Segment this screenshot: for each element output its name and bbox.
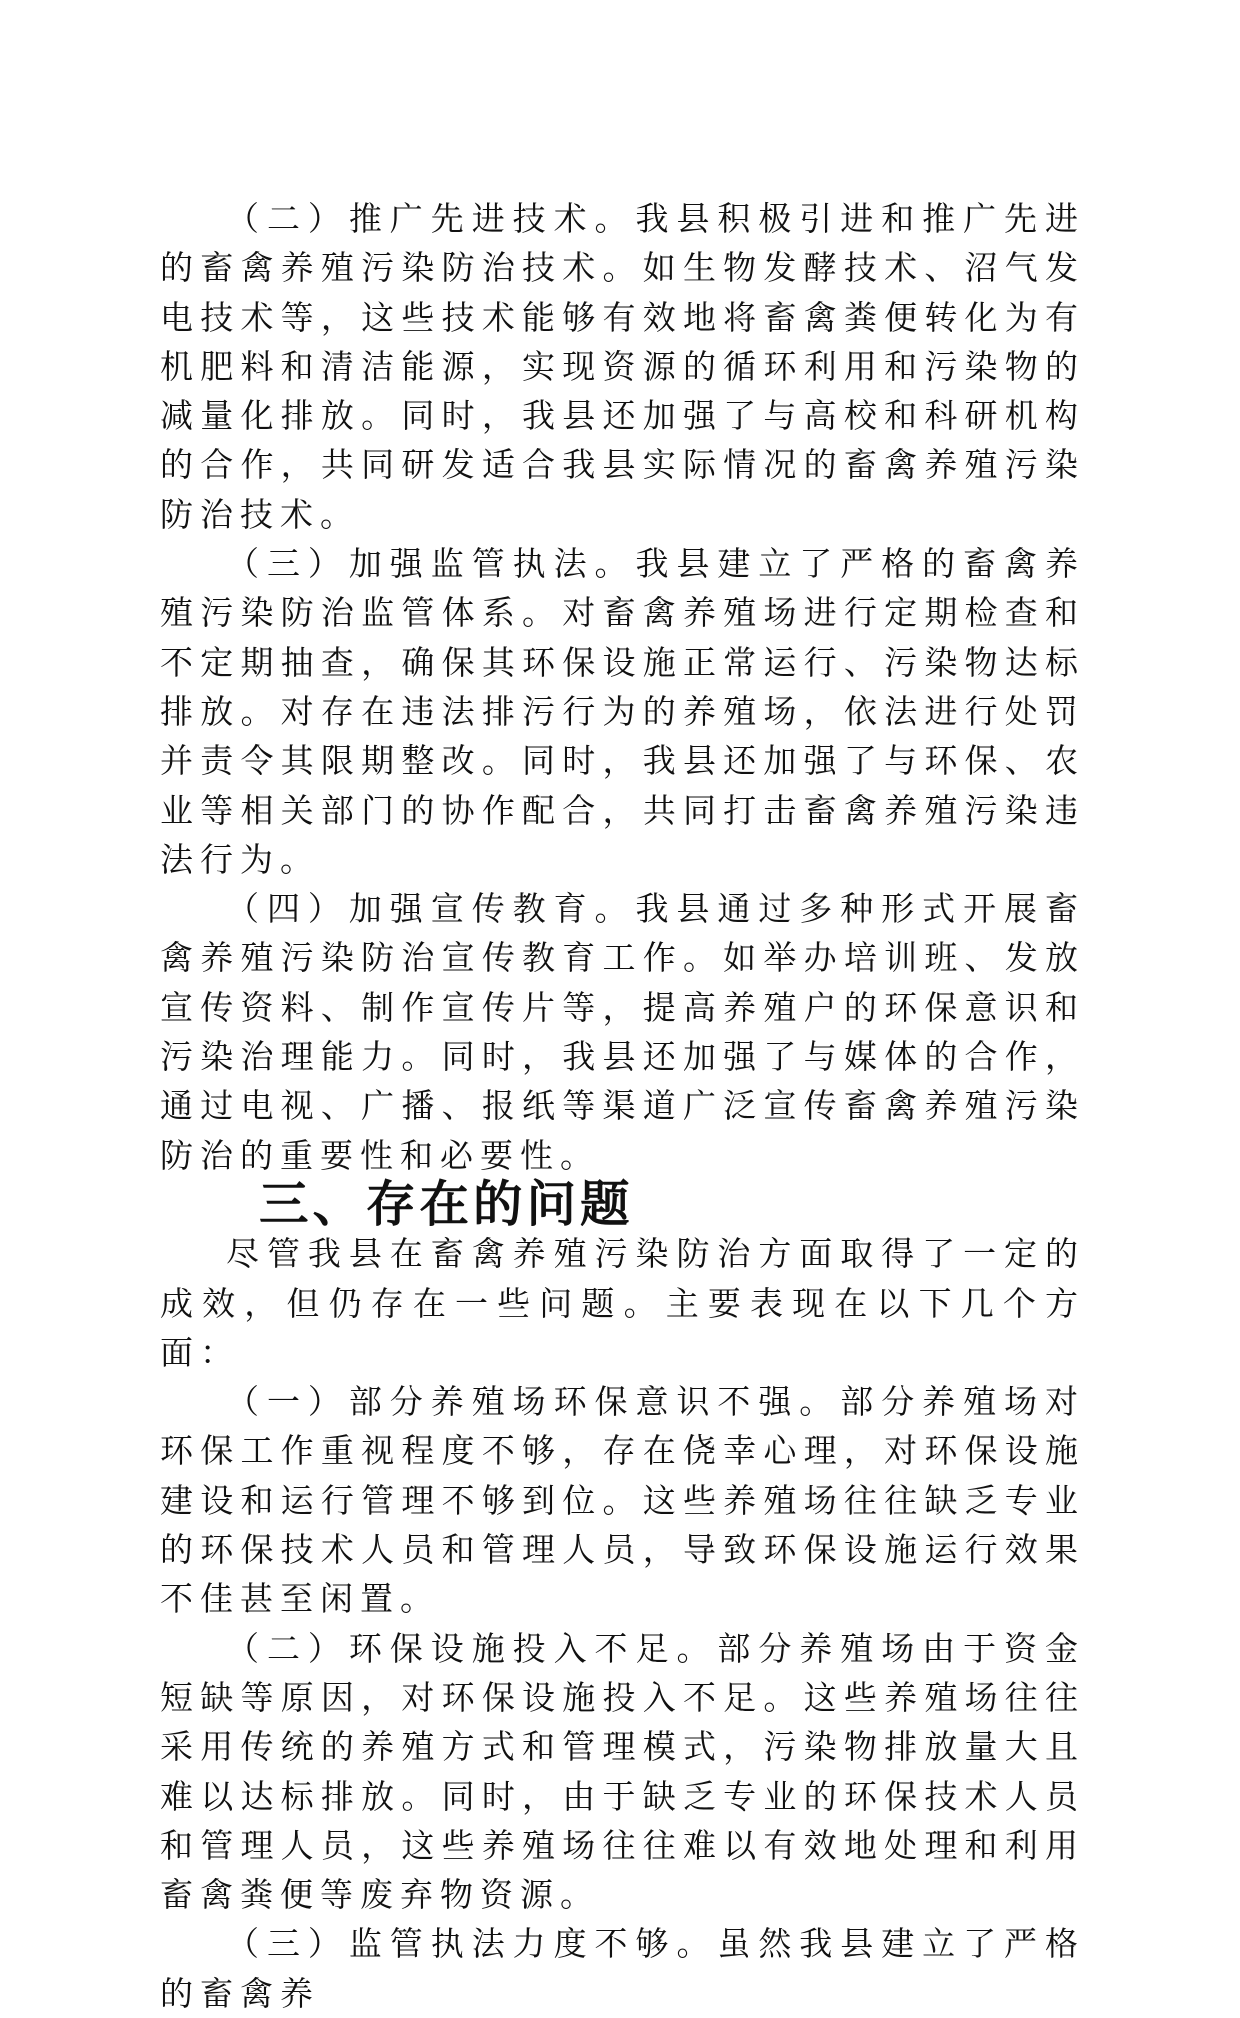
paragraph-promote-technology: （二）推广先进技术。我县积极引进和推广先进的畜禽养殖污染防治技术。如生物发酵技术、沼气发电技术等，这些技术能够有效地将畜禽粪便转化为有机肥料和清洁能源，实现资源的循环利用和污染物的减量化排放。同时，我县还加强了与高校和科研机构的合作，共同研发适合我县实际情况的畜禽养殖污染防治技术。 bbox=[160, 199, 1085, 534]
section-heading-problems: 三、存在的问题 bbox=[259, 1174, 634, 1233]
paragraph-supervision-enforcement: （三）加强监管执法。我县建立了严格的畜禽养殖污染防治监管体系。对畜禽养殖场进行定期检查和不定期抽查，确保其环保设施正常运行、污染物达标排放。对存在违法排污行为的养殖场，依法进行处罚并责令其限期整改。同时，我县还加强了与环保、农业等相关部门的协作配合，共同打击畜禽养殖污染违法行为。 bbox=[160, 544, 1085, 879]
paragraph-weak-enforcement: （三）监管执法力度不够。虽然我县建立了严格的畜禽养 bbox=[160, 1924, 1085, 2013]
paragraph-insufficient-investment: （二）环保设施投入不足。部分养殖场由于资金短缺等原因，对环保设施投入不足。这些养殖场往往采用传统的养殖方式和管理模式，污染物排放量大且难以达标排放。同时，由于缺乏专业的环保技术人员和管理人员，这些养殖场往往难以有效地处理和利用畜禽粪便等废弃物资源。 bbox=[160, 1628, 1085, 1915]
paragraph-publicity-education: （四）加强宣传教育。我县通过多种形式开展畜禽养殖污染防治宣传教育工作。如举办培训班、发放宣传资料、制作宣传片等，提高养殖户的环保意识和污染治理能力。同时，我县还加强了与媒体的合作，通过电视、广播、报纸等渠道广泛宣传畜禽养殖污染防治的重要性和必要性。 bbox=[160, 889, 1085, 1175]
paragraph-weak-awareness: （一）部分养殖场环保意识不强。部分养殖场对环保工作重视程度不够，存在侥幸心理，对环保设施建设和运行管理不够到位。这些养殖场往往缺乏专业的环保技术人员和管理人员，导致环保设施运行效果不佳甚至闲置。 bbox=[160, 1382, 1085, 1619]
document-page bbox=[160, 194, 1085, 2018]
paragraph-problems-intro: 尽管我县在畜禽养殖污染防治方面取得了一定的成效，但仍存在一些问题。主要表现在以下几个方面： bbox=[160, 1234, 1085, 1372]
